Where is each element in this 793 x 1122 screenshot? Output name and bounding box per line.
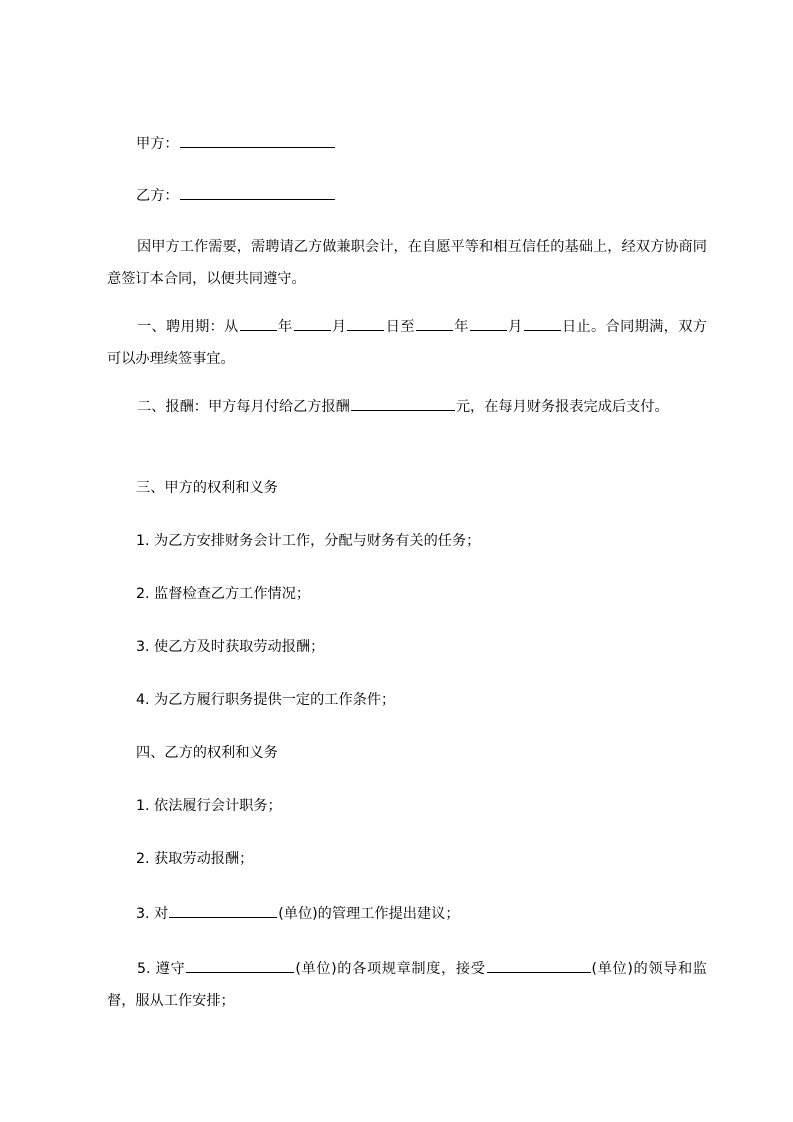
party-b-label: 乙方： <box>136 188 179 204</box>
term-year1: 年 <box>277 319 293 335</box>
item5-unit-blank-2 <box>487 957 591 973</box>
item3-suffix: (单位)的管理工作提出建议； <box>278 906 460 922</box>
item5-suffix: (单位)的领导和监督，服从工作安排； <box>107 961 707 1009</box>
party-a-blank <box>180 132 335 148</box>
item3-unit-blank <box>169 902 277 918</box>
party-b-line <box>136 184 336 206</box>
pay-suffix: 元，在每月财务报表完成后支付。 <box>455 399 669 415</box>
section3-item: 4. 为乙方履行职务提供一定的工作条件； <box>136 692 396 708</box>
section4-item-5 <box>107 953 707 1017</box>
term-paragraph <box>107 311 707 375</box>
term-end-month-blank <box>470 315 507 331</box>
section3-title: 三、甲方的权利和义务 <box>136 480 278 496</box>
section3-item: 1. 为乙方安排财务会计工作，分配与财务有关的任务； <box>136 533 481 549</box>
term-start-year-blank <box>240 315 277 331</box>
term-month1: 月 <box>331 319 347 335</box>
section4-item-3 <box>136 902 460 924</box>
party-a-label: 甲方： <box>136 136 179 152</box>
item5-mid: (单位)的各项规章制度，接受 <box>295 961 486 977</box>
term-day1: 日至 <box>385 319 415 335</box>
party-b-blank <box>180 184 335 200</box>
pay-amount-blank <box>351 395 455 411</box>
section3-item: 2. 监督检查乙方工作情况； <box>136 586 311 602</box>
item5-unit-blank-1 <box>186 957 294 973</box>
term-year2: 年 <box>453 319 469 335</box>
pay-prefix: 二、报酬：甲方每月付给乙方报酬 <box>137 399 350 415</box>
section3-item: 3. 使乙方及时获取劳动报酬； <box>136 639 325 655</box>
party-a-line <box>136 132 336 154</box>
term-end-year-blank <box>416 315 453 331</box>
term-start-day-blank <box>347 315 384 331</box>
item5-prefix: 5. 遵守 <box>137 961 186 977</box>
section4-title: 四、乙方的权利和义务 <box>136 745 278 761</box>
term-day2: 日止。合同期满，双方可以办理续签事宜。 <box>107 319 707 367</box>
section4-item: 2. 获取劳动报酬； <box>136 851 254 867</box>
term-end-day-blank <box>524 315 561 331</box>
intro-paragraph: 因甲方工作需要，需聘请乙方做兼职会计，在自愿平等和相互信任的基础上，经双方协商同意签订本合同，以便共同遵守。 <box>107 239 707 287</box>
term-month2: 月 <box>507 319 523 335</box>
pay-paragraph <box>107 391 707 423</box>
item3-prefix: 3. 对 <box>136 906 169 922</box>
term-start-month-blank <box>294 315 331 331</box>
section4-item: 1. 依法履行会计职务； <box>136 798 282 814</box>
term-prefix: 一、聘用期：从 <box>137 319 239 335</box>
